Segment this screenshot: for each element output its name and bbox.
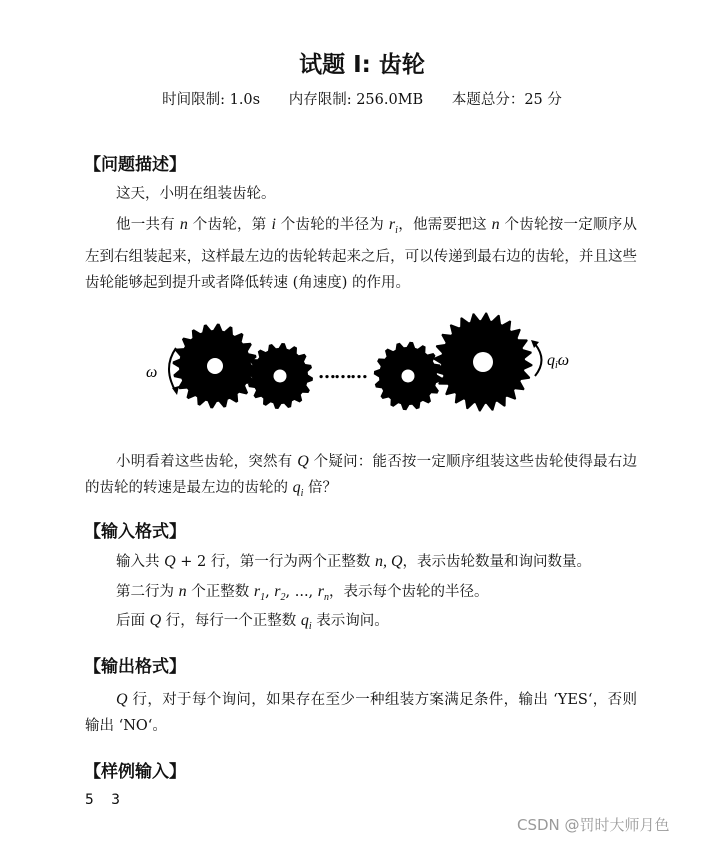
omega-label: ω [146, 364, 158, 381]
total-score: 本题总分：25 分 [451, 92, 562, 108]
memory-limit: 内存限制: 256.0MB [288, 92, 424, 108]
section-header-sample-input: 【样例输入】 [84, 762, 186, 782]
text-run [329, 584, 489, 600]
section-header-output: 【输出格式】 [84, 657, 186, 677]
text-run [176, 554, 375, 570]
section-header-input: 【输入格式】 [84, 522, 186, 542]
text: 个齿轮的半径为 [275, 217, 389, 233]
sample-input-line: 5 3 [85, 792, 120, 808]
text: Q [297, 453, 309, 470]
text: 个正整数 [186, 584, 254, 600]
subscript: i [395, 225, 398, 237]
text: 个疑问：能否按一定顺序组装这些齿轮使得最右边的齿轮的转速是最左边的齿轮的 [85, 454, 638, 496]
math-symbol [164, 553, 176, 570]
watermark: CSDN @罚时大师月色 [517, 816, 670, 834]
text-run [116, 186, 276, 202]
text: q [300, 612, 309, 629]
text: 行，对于每个询问，如果存在至少一种组装方案满足条件，输出 ‘YES‘，否则输出 ‘NO‘。 [85, 692, 637, 734]
text: , ..., [285, 584, 318, 600]
text: r [317, 583, 325, 600]
text: n, Q [374, 553, 403, 570]
math-symbol [274, 583, 286, 604]
text: r [274, 583, 281, 600]
ellipsis-dots: ……… [318, 362, 366, 383]
math-symbol [297, 453, 309, 470]
text-run [116, 584, 179, 600]
text: n [491, 216, 500, 233]
problem-title: 试题 I: 齿轮 [299, 52, 425, 78]
math-symbol [150, 612, 162, 629]
math-symbol [116, 691, 128, 708]
text-run [116, 613, 150, 629]
text-run [161, 613, 301, 629]
text-run [286, 584, 318, 600]
gears-figure [140, 310, 580, 420]
text-run [116, 554, 164, 570]
subscript: i [300, 488, 304, 500]
qi-omega-label: qiω [547, 352, 570, 371]
text-run [398, 217, 492, 233]
subscript: i [308, 621, 312, 633]
text: r [388, 216, 396, 233]
text-run [85, 692, 637, 734]
paragraph [85, 449, 637, 507]
gear-hole [274, 370, 287, 383]
paragraph [85, 549, 637, 575]
gear-hole [473, 352, 493, 372]
rotation-arrow-right [535, 344, 542, 376]
paragraph [85, 687, 637, 739]
subscript: 1 [260, 592, 266, 604]
text: 后面 [116, 613, 150, 629]
subscript: 2 [280, 592, 286, 604]
text: i [271, 216, 276, 233]
text: ，表示每个齿轮的半径。 [329, 584, 489, 600]
text: 小明看着这些齿轮，突然有 [116, 454, 298, 470]
text-run [265, 584, 274, 600]
math-symbol [492, 216, 500, 233]
text: 倍？ [303, 480, 337, 496]
text: 这天，小明在组装齿轮。 [116, 186, 276, 202]
text-run [312, 613, 389, 629]
text-run [116, 454, 297, 470]
text-run [116, 217, 180, 233]
gear-hole [402, 370, 415, 383]
math-symbol [375, 553, 403, 570]
paragraph [85, 608, 637, 640]
math-symbol [292, 479, 304, 500]
time-limit: 时间限制: 1.0s [162, 92, 261, 108]
text-run [403, 554, 592, 570]
text: n [179, 216, 188, 233]
math-symbol [300, 612, 312, 633]
text: Q [149, 612, 162, 629]
text: r [253, 583, 261, 600]
text: Q [116, 691, 128, 708]
text-run [276, 217, 389, 233]
text: 输入共 [116, 554, 165, 570]
text: n [178, 583, 187, 600]
text: 个齿轮，第 [187, 217, 272, 233]
paragraph [85, 579, 637, 611]
math-symbol [253, 583, 266, 604]
math-symbol [388, 216, 398, 237]
text-run [187, 584, 254, 600]
text: , [265, 584, 275, 600]
rotation-arrow-left [169, 348, 176, 392]
section-header-description: 【问题描述】 [84, 155, 186, 175]
text: 他一共有 [116, 217, 180, 233]
text: 表示询问。 [311, 613, 389, 629]
text: 第二行为 [116, 584, 179, 600]
text: + 2 行，第一行为两个正整数 [175, 554, 375, 570]
text: Q [164, 553, 176, 570]
text: ，他需要把这 [397, 217, 492, 233]
text-run [303, 480, 337, 496]
text: 行，每行一个正整数 [161, 613, 301, 629]
paragraph [85, 181, 637, 207]
math-symbol [317, 583, 330, 604]
math-symbol [180, 216, 188, 233]
paragraph [85, 212, 637, 296]
text: 个齿轮按一定顺序从左到右组装起来，这样最左边的齿轮转起来之后，可以传递到最右边的齿轮，并且这些齿轮能够起到提升或者降低转速 (角速度) 的作用。 [85, 217, 638, 292]
text-run [188, 217, 272, 233]
gear-hole [207, 358, 223, 374]
text: ，表示齿轮数量和询问数量。 [402, 554, 592, 570]
text: q [292, 479, 301, 496]
subscript: n [324, 592, 330, 604]
problem-meta [0, 88, 724, 109]
math-symbol [179, 583, 187, 600]
